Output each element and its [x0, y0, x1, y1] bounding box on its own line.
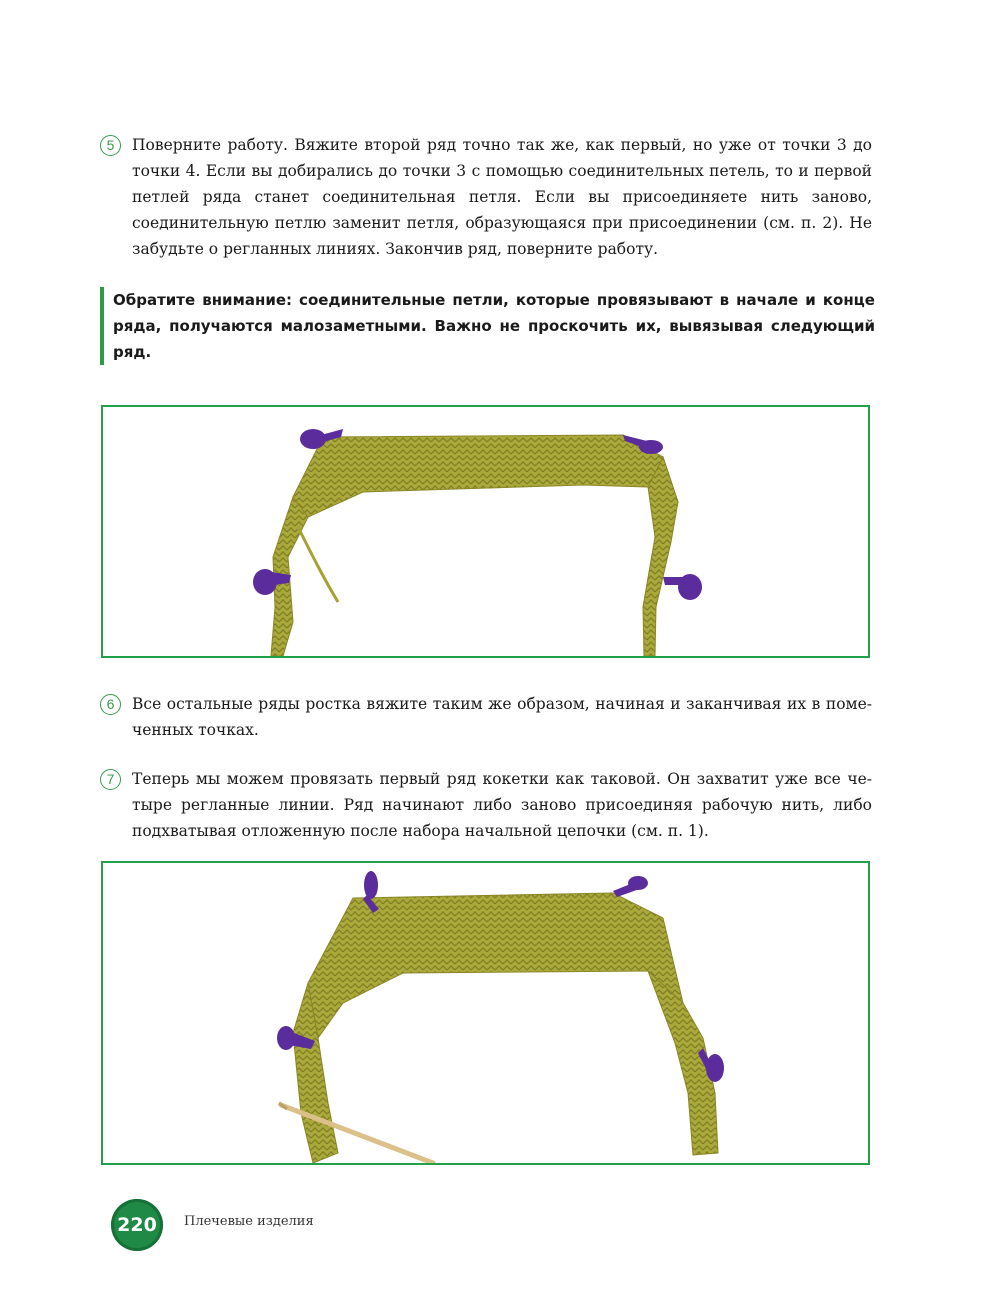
step-number-badge: 7 — [100, 769, 121, 790]
note-text: соединительные петли, которые провязывают в начале и конце ряда, получаются малозаметными. Важно не проскочить их, вывязывая следующий ряд. — [113, 291, 875, 361]
photo-frame-2 — [101, 861, 870, 1165]
step-text: Теперь мы можем провязать первый ряд кокетки как таковой. Он захватит уже все четыре регланные линии. Ряд начинают либо заново присоединяя рабочую нить, либо подхватывая отложенную после набора начальной цепочки (см. п. 1). — [132, 770, 872, 840]
note-label: Обратите внимание: — [113, 291, 292, 309]
crochet-yoke-with-hook-photo — [103, 863, 868, 1163]
step-text: Поверните работу. Вяжите второй ряд точно так же, как первый, но уже от точки 3 до точки 4. Если вы добирались до точки 3 с помощью соединительных петель, то и первой петлей ряда станет соединительная петля. Если вы присоединяете нить заново, соединительную петлю заменит петля, образующаяся при присоединении (см. п. 2). Не забудьте о регланных линиях. Закончив ряд, поверните работу. — [132, 136, 872, 258]
step-5 — [100, 132, 872, 262]
step-text: Все остальные ряды ростка вяжите таким же образом, начиная и заканчивая их в помеченных точках. — [132, 695, 872, 739]
step-7 — [100, 766, 872, 844]
step-number-badge: 5 — [100, 135, 121, 156]
step-number-badge: 6 — [100, 694, 121, 715]
crochet-piece-with-stitch-markers-photo — [103, 407, 868, 656]
page-number-badge: 220 — [111, 1199, 163, 1251]
attention-note — [100, 287, 875, 365]
step-6 — [100, 691, 872, 743]
photo-frame-1 — [101, 405, 870, 658]
section-title: Плечевые изделия — [184, 1214, 314, 1229]
